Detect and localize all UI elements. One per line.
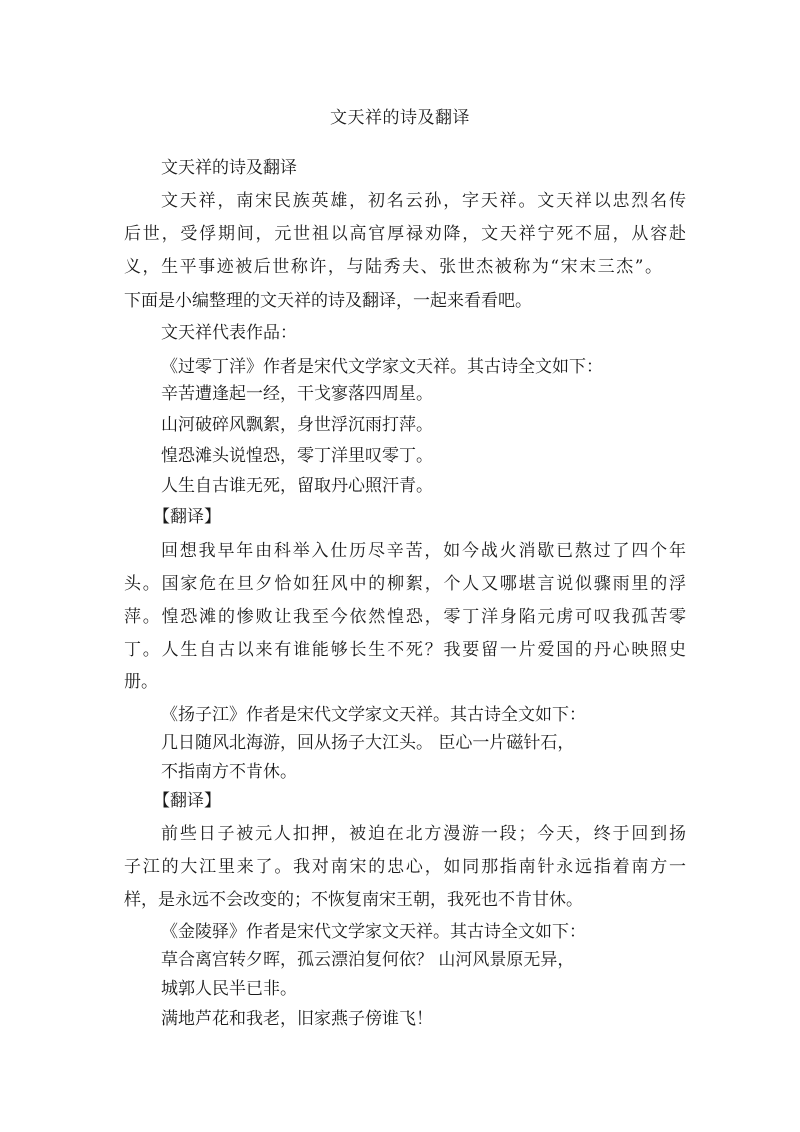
intro-line: 文天祥，南宋民族英雄，初名云孙，字天祥。文天祥以忠烈名传: [161, 191, 686, 211]
translation-line: 丁。人生自古以来有谁能够长生不死？我要留一片爱国的丹心映照史: [124, 640, 686, 660]
translation-line: 前些日子被元人扣押，被迫在北方漫游一段；今天，终于回到扬: [161, 824, 686, 844]
page-title: 文天祥的诗及翻译: [330, 108, 470, 128]
translation-label: 【翻译】: [153, 791, 221, 811]
translation-line: 回想我早年由科举入仕历尽辛苦，如今战火消歇已熬过了四个年: [161, 541, 686, 561]
subtitle: 文天祥的诗及翻译: [161, 158, 297, 178]
intro-line: 义，生平事迹被后世称许，与陆秀夫、张世杰被称为“宋末三杰”。: [124, 257, 662, 277]
intro-line: 下面是小编整理的文天祥的诗及翻译，一起来看看吧。: [124, 291, 532, 311]
poem-line: 惶恐滩头说惶恐，零丁洋里叹零丁。: [161, 446, 433, 466]
poem-line: 草合离宫转夕晖，孤云漂泊复何依？ 山河风景原无异，: [161, 950, 575, 970]
poem-line: 辛苦遭逢起一经，干戈寥落四周星。: [161, 384, 433, 404]
poem-line: 满地芦花和我老，旧家燕子傍谁飞！: [161, 1009, 433, 1029]
translation-line: 样，是永远不会改变的；不恢复南宋王朝，我死也不肯甘休。: [124, 890, 583, 910]
works-heading: 文天祥代表作品：: [161, 323, 297, 343]
poem-line: 人生自古谁无死，留取丹心照汗青。: [161, 476, 433, 496]
translation-line: 子江的大江里来了。我对南宋的忠心，如同那指南针永远指着南方一: [124, 857, 686, 877]
poem-line: 不指南方不肯休。: [161, 762, 297, 782]
poem-header: 《过零丁洋》作者是宋代文学家文天祥。其古诗全文如下：: [161, 357, 603, 377]
intro-line: 后世，受俘期间，元世祖以高官厚禄劝降，文天祥宁死不屈，从容赴: [124, 224, 686, 244]
poem-header: 《金陵驿》作者是宋代文学家文天祥。其古诗全文如下：: [161, 922, 586, 942]
poem-line: 几日随风北海游，回从扬子大江头。 臣心一片磁针石，: [161, 733, 575, 753]
poem-line: 城郭人民半已非。: [161, 979, 297, 999]
poem-header: 《扬子江》作者是宋代文学家文天祥。其古诗全文如下：: [161, 705, 586, 725]
translation-line: 册。: [124, 672, 158, 692]
translation-line: 萍。惶恐滩的惨败让我至今依然惶恐，零丁洋身陷元虏可叹我孤苦零: [124, 607, 686, 627]
translation-label: 【翻译】: [153, 507, 221, 527]
poem-line: 山河破碎风飘絮，身世浮沉雨打萍。: [161, 415, 433, 435]
translation-line: 头。国家危在旦夕恰如狂风中的柳絮，个人又哪堪言说似骤雨里的浮: [124, 574, 686, 594]
